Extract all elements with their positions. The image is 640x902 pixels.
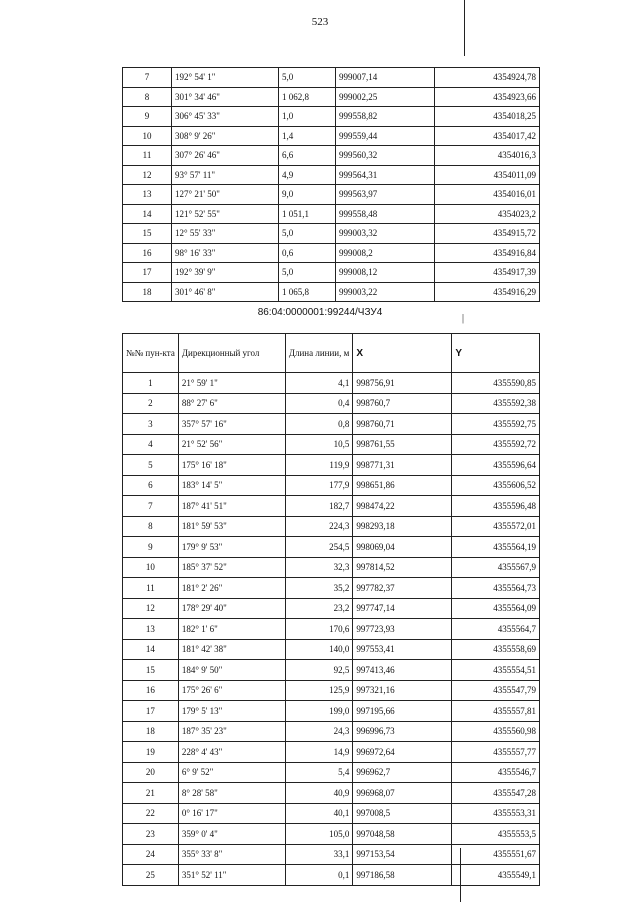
table-row — [123, 865, 540, 886]
table-row — [123, 414, 540, 435]
cell-line-length: 5,4 — [285, 762, 352, 783]
cell-point-number: 25 — [123, 865, 179, 886]
table-row — [123, 243, 540, 263]
cell-x: 999560,32 — [336, 146, 435, 166]
coordinates-table-continued-body — [123, 68, 540, 302]
cell-y: 4355592,72 — [452, 434, 540, 455]
cell-line-length: 9,0 — [279, 185, 336, 205]
cell-x: 998651,86 — [353, 475, 452, 496]
header-direction-angle: Дирекционный угол — [178, 334, 285, 373]
table-row — [123, 373, 540, 394]
cell-point-number: 23 — [123, 824, 179, 845]
header-line-length: Длина линии, м — [285, 334, 352, 373]
table-row — [123, 393, 540, 414]
cell-line-length: 32,3 — [285, 557, 352, 578]
cell-y: 4354016,01 — [435, 185, 540, 205]
cell-line-length: 224,3 — [285, 516, 352, 537]
cell-point-number: 3 — [123, 414, 179, 435]
cell-point-number: 6 — [123, 475, 179, 496]
table-header-row — [123, 334, 540, 373]
cell-y: 4355547,79 — [452, 680, 540, 701]
cell-line-length: 0,6 — [279, 243, 336, 263]
cell-x: 997186,58 — [353, 865, 452, 886]
cell-direction-angle: 98° 16' 33" — [172, 243, 279, 263]
table-row — [123, 844, 540, 865]
cell-direction-angle: 21° 52' 56" — [178, 434, 285, 455]
cell-y: 4355564,7 — [452, 619, 540, 640]
cell-line-length: 1 062,8 — [279, 87, 336, 107]
cell-point-number: 16 — [123, 680, 179, 701]
cell-direction-angle: 306° 45' 33" — [172, 107, 279, 127]
table-row — [123, 824, 540, 845]
cell-point-number: 14 — [123, 639, 179, 660]
cell-line-length: 177,9 — [285, 475, 352, 496]
cell-y: 4355557,77 — [452, 742, 540, 763]
table-row — [123, 107, 540, 127]
table-row — [123, 762, 540, 783]
cell-y: 4355551,67 — [452, 844, 540, 865]
cell-point-number: 7 — [123, 68, 172, 88]
table-row — [123, 224, 540, 244]
cell-y: 4355590,85 — [452, 373, 540, 394]
table-row — [123, 557, 540, 578]
cell-direction-angle: 12° 55' 33" — [172, 224, 279, 244]
page-number: 523 — [311, 16, 329, 28]
table-row — [123, 619, 540, 640]
cell-y: 4355547,28 — [452, 783, 540, 804]
cell-y: 4354916,84 — [435, 243, 540, 263]
cell-x: 999559,44 — [336, 126, 435, 146]
table-row — [123, 204, 540, 224]
cell-x: 997008,5 — [353, 803, 452, 824]
cell-x: 996996,73 — [353, 721, 452, 742]
cell-direction-angle: 175° 26' 6" — [178, 680, 285, 701]
cell-direction-angle: 228° 4' 43" — [178, 742, 285, 763]
cell-x: 998760,7 — [353, 393, 452, 414]
cell-direction-angle: 185° 37' 52" — [178, 557, 285, 578]
cell-direction-angle: 6° 9' 52" — [178, 762, 285, 783]
cell-y: 4355592,38 — [452, 393, 540, 414]
cell-direction-angle: 179° 9' 53" — [178, 537, 285, 558]
cell-y: 4355572,01 — [452, 516, 540, 537]
cell-y: 4354017,42 — [435, 126, 540, 146]
cell-point-number: 10 — [123, 126, 172, 146]
cell-y: 4355560,98 — [452, 721, 540, 742]
table-row — [123, 516, 540, 537]
cell-y: 4354915,72 — [435, 224, 540, 244]
table-row — [123, 475, 540, 496]
cell-point-number: 14 — [123, 204, 172, 224]
cell-line-length: 170,6 — [285, 619, 352, 640]
table-row — [123, 68, 540, 88]
cell-point-number: 9 — [123, 107, 172, 127]
cell-x: 999558,48 — [336, 204, 435, 224]
cell-x: 998761,55 — [353, 434, 452, 455]
cell-point-number: 8 — [123, 516, 179, 537]
cell-direction-angle: 357° 57' 16" — [178, 414, 285, 435]
cell-x: 999558,82 — [336, 107, 435, 127]
cell-direction-angle: 88° 27' 6" — [178, 393, 285, 414]
cell-line-length: 1,4 — [279, 126, 336, 146]
cell-y: 4354924,78 — [435, 68, 540, 88]
scan-mark-top-right — [464, 0, 465, 56]
table-row — [123, 496, 540, 517]
parcel-coordinates-table-body — [123, 373, 540, 886]
cell-direction-angle: 187° 41' 51" — [178, 496, 285, 517]
cell-direction-angle: 93° 57' 11" — [172, 165, 279, 185]
cell-y: 4355564,73 — [452, 578, 540, 599]
cell-x: 998756,91 — [353, 373, 452, 394]
cell-x: 999008,12 — [336, 263, 435, 283]
cell-x: 997782,37 — [353, 578, 452, 599]
table-row — [123, 434, 540, 455]
cell-line-length: 182,7 — [285, 496, 352, 517]
cell-line-length: 92,5 — [285, 660, 352, 681]
cell-x: 999002,25 — [336, 87, 435, 107]
cell-direction-angle: 181° 59' 53" — [178, 516, 285, 537]
cell-direction-angle: 8° 28' 58" — [178, 783, 285, 804]
cell-direction-angle: 187° 35' 23" — [178, 721, 285, 742]
cell-point-number: 5 — [123, 455, 179, 476]
cell-y: 4355596,64 — [452, 455, 540, 476]
cell-y: 4354018,25 — [435, 107, 540, 127]
cell-line-length: 1 051,1 — [279, 204, 336, 224]
cell-y: 4355557,81 — [452, 701, 540, 722]
cell-x: 999563,97 — [336, 185, 435, 205]
cell-point-number: 13 — [123, 185, 172, 205]
cell-y: 4354923,66 — [435, 87, 540, 107]
table-row — [123, 598, 540, 619]
table-row — [123, 639, 540, 660]
cell-line-length: 5,0 — [279, 68, 336, 88]
cell-x: 996968,07 — [353, 783, 452, 804]
cell-x: 997723,93 — [353, 619, 452, 640]
table-row — [123, 721, 540, 742]
cell-x: 999003,22 — [336, 282, 435, 302]
parcel-caption: 86:04:0000001:99244/ЧЗУ4 — [257, 307, 383, 318]
cell-x: 997814,52 — [353, 557, 452, 578]
cell-x: 998760,71 — [353, 414, 452, 435]
table-row — [123, 701, 540, 722]
cell-point-number: 15 — [123, 224, 172, 244]
cell-y: 4354011,09 — [435, 165, 540, 185]
cell-x: 997321,16 — [353, 680, 452, 701]
cell-direction-angle: 355° 33' 8" — [178, 844, 285, 865]
cell-point-number: 20 — [123, 762, 179, 783]
table-row — [123, 660, 540, 681]
cell-line-length: 0,1 — [285, 865, 352, 886]
cell-direction-angle: 192° 39' 9" — [172, 263, 279, 283]
cell-point-number: 24 — [123, 844, 179, 865]
cell-line-length: 6,6 — [279, 146, 336, 166]
cell-point-number: 17 — [123, 701, 179, 722]
cell-direction-angle: 121° 52' 55" — [172, 204, 279, 224]
cell-point-number: 1 — [123, 373, 179, 394]
cell-direction-angle: 192° 54' 1" — [172, 68, 279, 88]
cell-direction-angle: 179° 5' 13" — [178, 701, 285, 722]
table-row — [123, 126, 540, 146]
cell-point-number: 16 — [123, 243, 172, 263]
cell-direction-angle: 21° 59' 1" — [178, 373, 285, 394]
cell-direction-angle: 0° 16' 17" — [178, 803, 285, 824]
cell-line-length: 10,5 — [285, 434, 352, 455]
cell-line-length: 23,2 — [285, 598, 352, 619]
coordinates-table-continued — [122, 67, 540, 302]
cell-point-number: 9 — [123, 537, 179, 558]
table-row — [123, 146, 540, 166]
cell-direction-angle: 184° 9' 50" — [178, 660, 285, 681]
cell-x: 997747,14 — [353, 598, 452, 619]
cell-x: 999564,31 — [336, 165, 435, 185]
cell-x: 997153,54 — [353, 844, 452, 865]
cell-direction-angle: 301° 34' 46" — [172, 87, 279, 107]
cell-line-length: 0,8 — [285, 414, 352, 435]
table-row — [123, 263, 540, 283]
cell-line-length: 4,1 — [285, 373, 352, 394]
cell-line-length: 5,0 — [279, 224, 336, 244]
parcel-coordinates-table — [122, 333, 540, 886]
cell-direction-angle: 359° 0' 4" — [178, 824, 285, 845]
cell-point-number: 18 — [123, 721, 179, 742]
cell-point-number: 11 — [123, 146, 172, 166]
cell-y: 4355596,48 — [452, 496, 540, 517]
cell-y: 4355564,19 — [452, 537, 540, 558]
cell-direction-angle: 307° 26' 46" — [172, 146, 279, 166]
cell-x: 999003,32 — [336, 224, 435, 244]
cell-x: 998293,18 — [353, 516, 452, 537]
cell-point-number: 11 — [123, 578, 179, 599]
cell-point-number: 12 — [123, 598, 179, 619]
header-y: Y — [452, 334, 540, 373]
table-row — [123, 742, 540, 763]
table-row — [123, 455, 540, 476]
cell-point-number: 2 — [123, 393, 179, 414]
cell-x: 997195,66 — [353, 701, 452, 722]
cell-y: 4355546,7 — [452, 762, 540, 783]
cell-line-length: 35,2 — [285, 578, 352, 599]
cell-direction-angle: 301° 46' 8" — [172, 282, 279, 302]
cell-point-number: 21 — [123, 783, 179, 804]
cell-y: 4354916,29 — [435, 282, 540, 302]
cell-point-number: 17 — [123, 263, 172, 283]
cell-y: 4355567,9 — [452, 557, 540, 578]
cell-direction-angle: 178° 29' 40" — [178, 598, 285, 619]
cell-x: 996972,64 — [353, 742, 452, 763]
cell-y: 4355606,52 — [452, 475, 540, 496]
cell-point-number: 18 — [123, 282, 172, 302]
cell-x: 999008,2 — [336, 243, 435, 263]
header-x: X — [353, 334, 452, 373]
cell-point-number: 12 — [123, 165, 172, 185]
cell-point-number: 15 — [123, 660, 179, 681]
cell-point-number: 10 — [123, 557, 179, 578]
cell-x: 997413,46 — [353, 660, 452, 681]
cell-y: 4355564,09 — [452, 598, 540, 619]
cell-point-number: 19 — [123, 742, 179, 763]
cell-point-number: 4 — [123, 434, 179, 455]
cell-y: 4354016,3 — [435, 146, 540, 166]
cell-x: 998771,31 — [353, 455, 452, 476]
cell-line-length: 140,0 — [285, 639, 352, 660]
cell-line-length: 1,0 — [279, 107, 336, 127]
cell-point-number: 13 — [123, 619, 179, 640]
cell-y: 4355553,31 — [452, 803, 540, 824]
table-row — [123, 578, 540, 599]
cell-line-length: 5,0 — [279, 263, 336, 283]
cell-line-length: 14,9 — [285, 742, 352, 763]
cell-direction-angle: 181° 42' 38" — [178, 639, 285, 660]
cell-direction-angle: 181° 2' 26" — [178, 578, 285, 599]
cell-x: 998474,22 — [353, 496, 452, 517]
table-row — [123, 282, 540, 302]
cell-direction-angle: 351° 52' 11" — [178, 865, 285, 886]
table-row — [123, 783, 540, 804]
cell-line-length: 40,1 — [285, 803, 352, 824]
cell-line-length: 0,4 — [285, 393, 352, 414]
cell-point-number: 22 — [123, 803, 179, 824]
cell-line-length: 24,3 — [285, 721, 352, 742]
cell-line-length: 254,5 — [285, 537, 352, 558]
cell-line-length: 4,9 — [279, 165, 336, 185]
cell-line-length: 1 065,8 — [279, 282, 336, 302]
cell-point-number: 8 — [123, 87, 172, 107]
cell-x: 999007,14 — [336, 68, 435, 88]
cell-direction-angle: 175° 16' 18" — [178, 455, 285, 476]
caption-mark: | — [462, 313, 465, 324]
cell-direction-angle: 182° 1' 6" — [178, 619, 285, 640]
table-row — [123, 803, 540, 824]
cell-x: 997553,41 — [353, 639, 452, 660]
header-point-number: №№ пун-кта — [123, 334, 179, 373]
cell-point-number: 7 — [123, 496, 179, 517]
table-row — [123, 165, 540, 185]
cell-x: 997048,58 — [353, 824, 452, 845]
cell-line-length: 105,0 — [285, 824, 352, 845]
table-row — [123, 680, 540, 701]
table-row — [123, 537, 540, 558]
cell-x: 996962,7 — [353, 762, 452, 783]
cell-y: 4355554,51 — [452, 660, 540, 681]
cell-direction-angle: 183° 14' 5" — [178, 475, 285, 496]
cell-y: 4355553,5 — [452, 824, 540, 845]
cell-line-length: 125,9 — [285, 680, 352, 701]
cell-x: 998069,04 — [353, 537, 452, 558]
table-row — [123, 87, 540, 107]
cell-y: 4354917,39 — [435, 263, 540, 283]
cell-line-length: 40,9 — [285, 783, 352, 804]
cell-line-length: 33,1 — [285, 844, 352, 865]
cell-direction-angle: 127° 21' 50" — [172, 185, 279, 205]
table-row — [123, 185, 540, 205]
cell-y: 4355549,1 — [452, 865, 540, 886]
cell-y: 4355592,75 — [452, 414, 540, 435]
cell-y: 4354023,2 — [435, 204, 540, 224]
cell-y: 4355558,69 — [452, 639, 540, 660]
cell-line-length: 199,0 — [285, 701, 352, 722]
cell-line-length: 119,9 — [285, 455, 352, 476]
cell-direction-angle: 308° 9' 26" — [172, 126, 279, 146]
